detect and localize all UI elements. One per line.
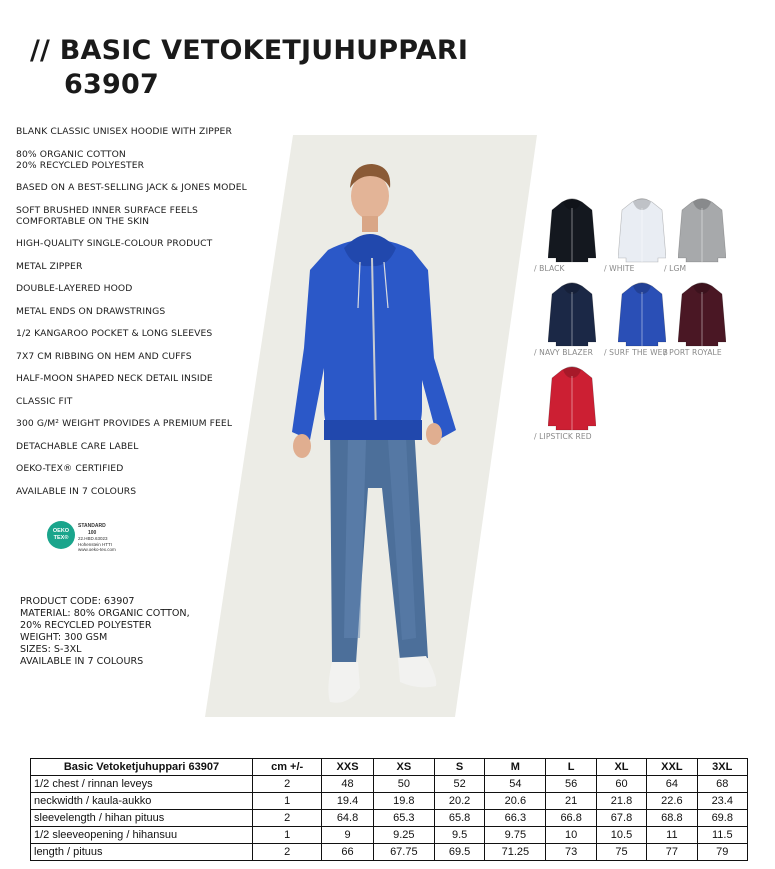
table-cell: 68.8 (647, 810, 697, 827)
measure-label: 1/2 sleeveopening / hihansuu (31, 827, 253, 844)
feature-item: AVAILABLE IN 7 COLOURS (16, 485, 137, 497)
feature-item: 300 G/M² WEIGHT PROVIDES A PREMIUM FEEL (16, 418, 233, 429)
table-row (31, 776, 748, 793)
spec-material-2: 20% RECYCLED POLYESTER (20, 620, 152, 631)
table-cell: 77 (647, 844, 697, 861)
feature-item: OEKO-TEX® CERTIFIED (16, 463, 124, 474)
table-cell: 60 (596, 776, 646, 793)
colour-swatch (534, 280, 614, 360)
table-header-cell: L (546, 759, 596, 776)
feature-item: 7X7 CM RIBBING ON HEM AND CUFFS (16, 350, 192, 362)
table-cell: 9.75 (485, 827, 546, 844)
table-cell: 50 (373, 776, 434, 793)
model-photo (288, 158, 458, 708)
hoodie-icon (548, 364, 596, 432)
feature-item: SOFT BRUSHED INNER SURFACE FEELS COMFORTABLE ON THE SKIN (16, 204, 198, 227)
colour-label: / WHITE (604, 264, 635, 273)
measure-label: 1/2 chest / rinnan leveys (31, 776, 253, 793)
table-cell: 48 (322, 776, 373, 793)
table-cell: 10 (546, 827, 596, 844)
table-cell: 69.8 (697, 810, 747, 827)
table-cell: 2 (253, 776, 322, 793)
table-cell: 64.8 (322, 810, 373, 827)
table-cell: 21.8 (596, 793, 646, 810)
colour-label: / PORT ROYALE (664, 348, 722, 357)
table-cell: 65.3 (373, 810, 434, 827)
table-cell: 9 (322, 827, 373, 844)
table-header-cell: cm +/- (253, 759, 322, 776)
title-line-1: // BASIC VETOKETJUHUPPARI (30, 35, 469, 66)
spec-colours: AVAILABLE IN 7 COLOURS (20, 656, 144, 667)
table-cell: 66.3 (485, 810, 546, 827)
hoodie-icon (678, 196, 726, 264)
table-cell: 66 (322, 844, 373, 861)
product-title (30, 34, 468, 102)
spec-weight: WEIGHT: 300 GSM (20, 632, 108, 643)
measure-label: length / pituus (31, 844, 253, 861)
colour-swatch (534, 196, 614, 276)
feature-item: METAL ZIPPER (16, 260, 83, 272)
table-cell: 56 (546, 776, 596, 793)
hoodie-icon (618, 280, 666, 348)
feature-item: METAL ENDS ON DRAWSTRINGS (16, 305, 166, 317)
hoodie-icon (678, 280, 726, 348)
table-cell: 9.25 (373, 827, 434, 844)
spec-sizes: SIZES: S-3XL (20, 644, 82, 655)
oeko-tex-logo (47, 518, 127, 556)
feature-item: CLASSIC FIT (16, 395, 73, 407)
table-header-cell: XL (596, 759, 646, 776)
table-header-cell: XXL (647, 759, 697, 776)
colour-label: / NAVY BLAZER (534, 348, 593, 357)
feature-item: BASED ON A BEST-SELLING JACK & JONES MODEL (16, 182, 247, 193)
colour-label: / LGM (664, 264, 687, 273)
table-header-cell: 3XL (697, 759, 747, 776)
colour-label: / SURF THE WEB (604, 348, 668, 357)
table-row (31, 827, 748, 844)
measure-label: sleevelength / hihan pituus (31, 810, 253, 827)
hoodie-icon (618, 196, 666, 264)
table-cell: 71.25 (485, 844, 546, 861)
table-cell: 2 (253, 844, 322, 861)
table-cell: 19.8 (373, 793, 434, 810)
table-cell: 67.75 (373, 844, 434, 861)
feature-item: BLANK CLASSIC UNISEX HOODIE WITH ZIPPER (16, 126, 232, 137)
measure-label: neckwidth / kaula-aukko (31, 793, 253, 810)
feature-item: 80% ORGANIC COTTON 20% RECYCLED POLYESTER (16, 148, 145, 171)
table-cell: 20.6 (485, 793, 546, 810)
table-cell: 11.5 (697, 827, 747, 844)
table-cell: 9.5 (434, 827, 484, 844)
colour-swatch (664, 196, 744, 276)
table-cell: 2 (253, 810, 322, 827)
colour-label: / BLACK (534, 264, 565, 273)
table-cell: 19.4 (322, 793, 373, 810)
table-cell: 20.2 (434, 793, 484, 810)
table-cell: 23.4 (697, 793, 747, 810)
table-cell: 69.5 (434, 844, 484, 861)
feature-item: 1/2 KANGAROO POCKET & LONG SLEEVES (16, 328, 213, 339)
spec-product-code: PRODUCT CODE: 63907 (20, 596, 135, 607)
colour-swatch (534, 364, 614, 444)
oeko-tex-text: STANDARD 100 22.HBD.63023 Hohenstein HTTI www.oeko-tex.com (78, 523, 116, 552)
table-cell: 66.8 (546, 810, 596, 827)
feature-item: HALF-MOON SHAPED NECK DETAIL INSIDE (16, 373, 213, 384)
table-row (31, 844, 748, 861)
table-row (31, 810, 748, 827)
table-cell: 22.6 (647, 793, 697, 810)
table-cell: 64 (647, 776, 697, 793)
oeko-tex-badge-icon: OEKO TEX® (47, 521, 75, 549)
feature-item: DOUBLE-LAYERED HOOD (16, 283, 133, 294)
hoodie-icon (548, 280, 596, 348)
size-table-header (31, 759, 748, 776)
colour-swatch (664, 280, 744, 360)
table-cell: 1 (253, 827, 322, 844)
table-cell: 73 (546, 844, 596, 861)
table-cell: 1 (253, 793, 322, 810)
table-cell: 10.5 (596, 827, 646, 844)
colour-label: / LIPSTICK RED (534, 432, 592, 441)
table-row (31, 793, 748, 810)
title-line-2: 63907 (64, 69, 159, 100)
spec-material: MATERIAL: 80% ORGANIC COTTON, (20, 608, 190, 619)
table-cell: 52 (434, 776, 484, 793)
feature-item: DETACHABLE CARE LABEL (16, 440, 139, 452)
table-cell: 68 (697, 776, 747, 793)
table-cell: 67.8 (596, 810, 646, 827)
table-header-cell: XXS (322, 759, 373, 776)
hoodie-icon (548, 196, 596, 264)
table-header-cell: S (434, 759, 484, 776)
feature-item: HIGH-QUALITY SINGLE-COLOUR PRODUCT (16, 238, 213, 249)
table-header-cell: M (485, 759, 546, 776)
table-cell: 54 (485, 776, 546, 793)
table-cell: 75 (596, 844, 646, 861)
table-header-cell: XS (373, 759, 434, 776)
product-spec (20, 596, 220, 668)
table-cell: 79 (697, 844, 747, 861)
table-cell: 21 (546, 793, 596, 810)
table-title: Basic Vetoketjuhuppari 63907 (31, 759, 253, 776)
table-cell: 11 (647, 827, 697, 844)
size-table (30, 758, 748, 861)
table-cell: 65.8 (434, 810, 484, 827)
